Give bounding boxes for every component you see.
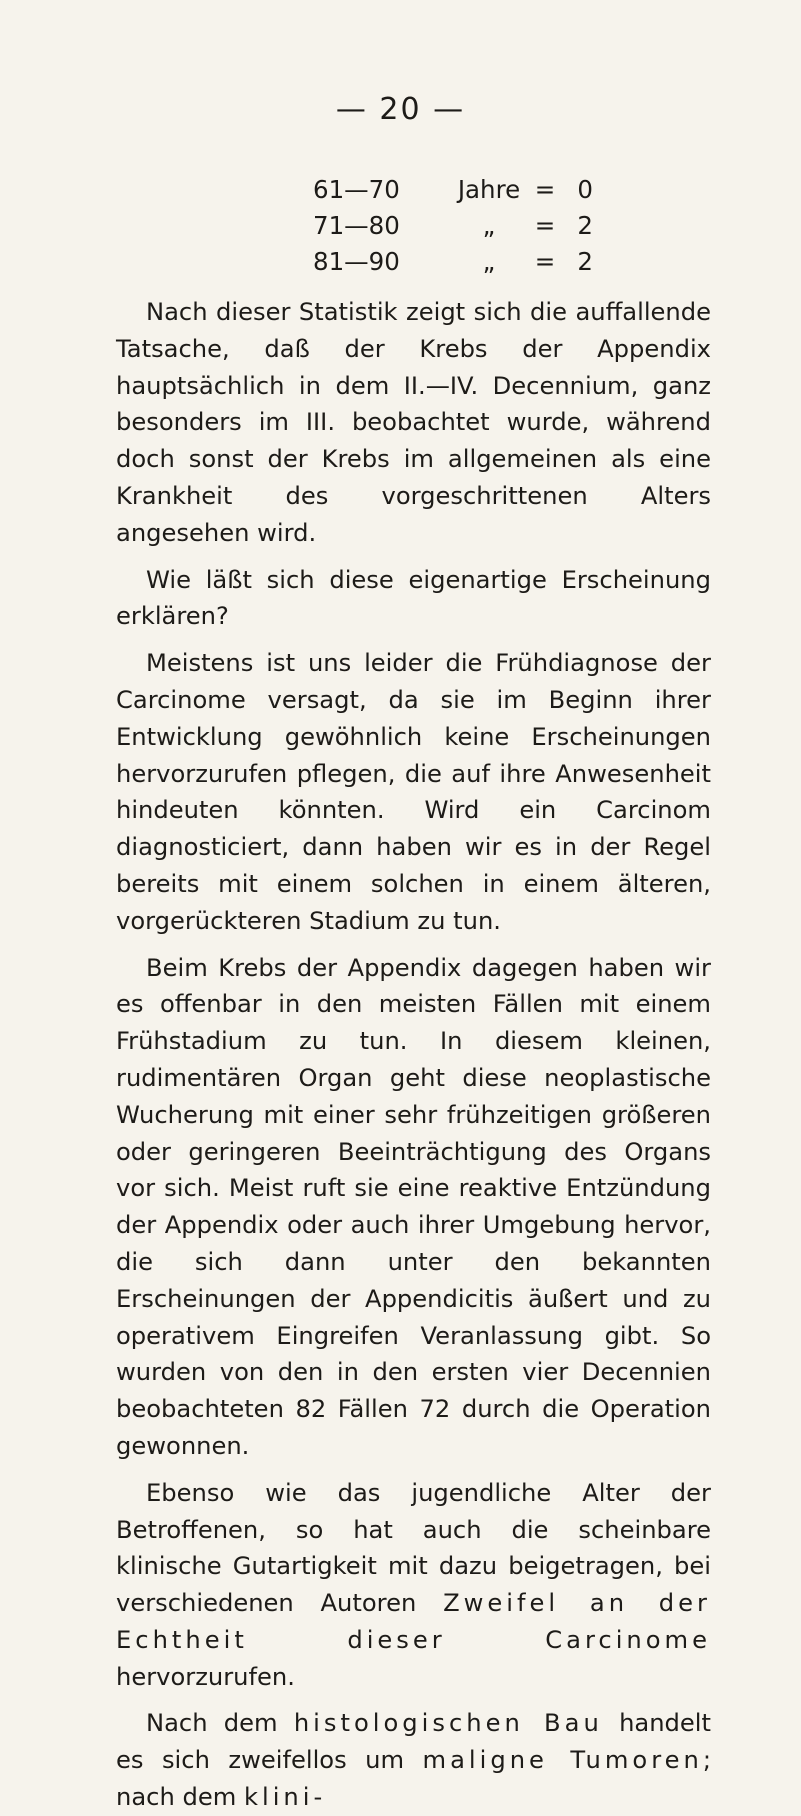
stat-row: [313, 172, 593, 208]
stat-unit: „: [482, 211, 496, 240]
stat-value: 0: [577, 175, 593, 204]
stat-value: 2: [577, 211, 593, 240]
stat-range: 61—70: [313, 175, 400, 204]
paragraph-3: Meistens ist uns leider die Frühdiagnose der Carcinome versagt, da sie im Beginn ihrer Entwicklung gewöhnlich keine Erscheinungen hervorzurufen pflegen, die auf ihre Anwesenheit hindeuten könnten. Wird ein Carcinom diagnosticiert, dann haben wir es in der Regel bereits mit einem solchen in einem älteren, vorgerückteren Stadium zu tun.: [116, 649, 711, 935]
stat-row: [313, 244, 593, 280]
stat-value: 2: [577, 247, 593, 276]
paragraph-5-text: hervorzurufen.: [116, 1662, 295, 1691]
stat-equals: =: [534, 247, 556, 276]
page-number: — 20 —: [335, 92, 466, 127]
paragraph-5-text: Ebenso wie das jugendliche Alter der Betroffenen, so hat auch die scheinbare klinische Gutartigkeit mit dazu beigetragen, bei verschiedenen Autoren: [116, 1478, 711, 1618]
stat-unit: Jahre: [457, 175, 521, 204]
stat-unit: „: [482, 247, 496, 276]
paragraph-6: [116, 1705, 711, 1815]
emphasized-text: histologischen Bau: [293, 1709, 603, 1738]
paragraph-4: Beim Krebs der Appendix dagegen haben wir es offenbar in den meisten Fällen mit einem Frühstadium zu tun. In diesem kleinen, rudimentären Organ geht diese neoplastische Wucherung mit einer sehr frühzeitigen größeren oder geringeren Beeinträchtigung des Organs vor sich. Meist ruft sie eine reaktive Entzündung der Appendix oder auch ihrer Umgebung hervor, die sich dann unter den bekannten Erscheinungen der Appendicitis äußert und zu operativem Eingreifen Veranlassung gibt. So wurden von den in den ersten vier Decennien beobachteten 82 Fällen 72 durch die Operation gewonnen.: [116, 953, 711, 1460]
stat-range: 71—80: [313, 211, 400, 240]
stat-equals: =: [534, 211, 556, 240]
emphasized-text: maligne Tumoren: [422, 1746, 703, 1775]
emphasized-text: klini-: [243, 1783, 327, 1812]
paragraph-1: Nach dieser Statistik zeigt sich die auffallende Tatsache, daß der Krebs der Appendix hauptsächlich in dem II.—IV. Decennium, ganz besonders im III. beobachtet wurde, während doch sonst der Krebs im allgemeinen als eine Krankheit des vorgeschrittenen Alters angesehen wird.: [116, 298, 711, 547]
emphasized-text: Zweifel an der Echtheit dieser Carcinome: [116, 1589, 711, 1654]
paragraph-6-text: handelt es sich zweifellos um: [116, 1709, 711, 1775]
age-statistics-table: [313, 172, 593, 280]
stat-equals: =: [534, 175, 556, 204]
stat-range: 81—90: [313, 247, 400, 276]
paragraph-5: [116, 1475, 711, 1696]
paragraph-2: Wie läßt sich diese eigenartige Erscheinung erklären?: [116, 565, 711, 631]
paragraph-6-text: Nach dem: [146, 1709, 278, 1738]
paragraph-6-text: ; nach dem: [116, 1746, 711, 1812]
body-text: [116, 294, 711, 1816]
stat-row: [313, 208, 593, 244]
